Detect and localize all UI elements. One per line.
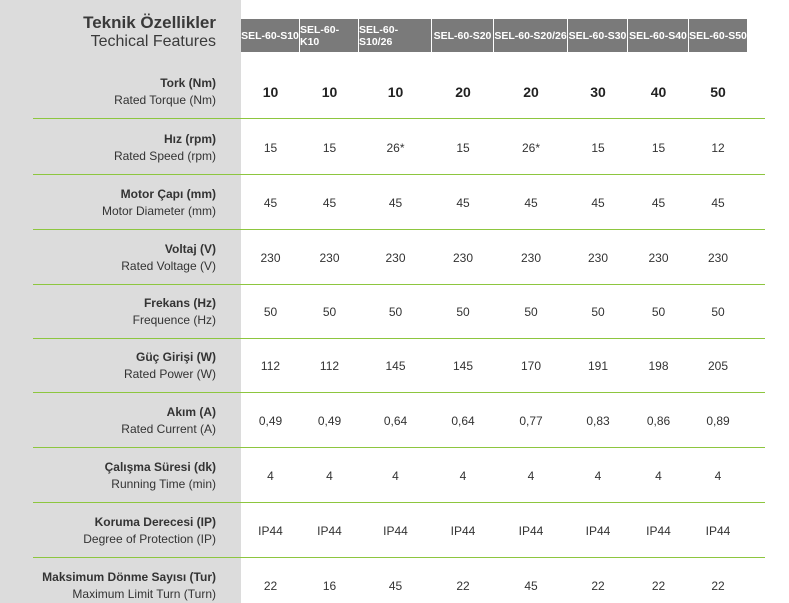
value-cell: 0,83 [586,413,610,428]
value-cell: 0,77 [519,413,543,428]
row-label-turkish: Çalışma Süresi (dk) [104,459,216,474]
spec-row [0,558,765,603]
value-cell: 4 [527,468,535,483]
model-header-cell: SEL-60-S50 [689,19,747,52]
row-label-english: Maximum Limit Turn (Turn) [72,586,216,601]
value-cell: IP44 [518,523,544,538]
row-label-turkish: Maksimum Dönme Sayısı (Tur) [42,569,216,584]
value-cell: 230 [319,250,340,265]
spec-row [0,64,765,119]
value-cell: 50 [456,304,470,319]
value-cell: IP44 [585,523,611,538]
row-values [241,448,765,503]
value-cell: 15 [651,140,666,155]
row-label [0,120,216,175]
value-cell: 45 [456,195,470,210]
value-cell: 15 [263,140,278,155]
spec-row [0,230,765,285]
model-header-cell: SEL-60-S10/26 [359,19,432,52]
row-label [0,393,216,448]
value-cell: 15 [322,140,337,155]
value-cell: 230 [587,250,609,265]
row-values [241,64,765,119]
value-cell: 145 [452,358,474,373]
row-label-english: Running Time (min) [111,476,216,491]
row-label-turkish: Tork (Nm) [160,75,216,90]
value-cell: IP44 [705,523,731,538]
value-cell: 45 [711,195,725,210]
model-header-cell: SEL-60-K10 [300,19,359,52]
value-cell: 230 [452,250,474,265]
value-cell: 4 [594,468,602,483]
value-cell: 50 [651,304,666,319]
value-cell: 50 [711,304,725,319]
value-cell: 45 [322,195,337,210]
row-label-english: Rated Torque (Nm) [114,92,216,107]
value-cell: 10 [387,83,404,100]
value-cell: 22 [651,578,666,593]
row-label-turkish: Hız (rpm) [164,131,216,146]
table-title [0,13,216,51]
value-cell: 30 [590,83,606,100]
value-cell: 15 [456,140,470,155]
spec-row [0,448,765,503]
row-label-english: Motor Diameter (mm) [101,203,216,218]
title-english: Techical Features [90,33,216,50]
value-cell: 4 [459,468,467,483]
value-cell: 45 [524,578,538,593]
value-cell: 112 [260,358,281,373]
value-cell: 0,49 [317,413,342,428]
row-values [241,393,765,448]
spec-row [0,338,765,393]
value-cell: 191 [587,358,609,373]
value-cell: IP44 [258,523,283,538]
row-values [241,120,765,175]
value-cell: 50 [591,304,605,319]
row-label-english: Rated Current (A) [121,421,216,436]
row-label [0,175,216,230]
value-cell: 12 [711,140,725,155]
row-label-turkish: Güç Girişi (W) [135,349,216,364]
value-cell: 22 [711,578,725,593]
row-label [0,64,216,119]
row-label [0,338,216,393]
value-cell: 230 [648,250,669,265]
value-cell: 50 [524,304,538,319]
value-cell: 10 [262,83,279,100]
row-label [0,284,216,339]
value-cell: 0,64 [383,413,408,428]
value-cell: 198 [648,358,669,373]
value-cell: IP44 [450,523,476,538]
value-cell: 170 [520,358,542,373]
row-label-turkish: Voltaj (V) [164,241,216,256]
value-cell: 45 [263,195,278,210]
value-cell: 22 [263,578,278,593]
value-cell: 50 [263,304,278,319]
value-cell: 4 [267,468,274,483]
value-cell: 22 [591,578,605,593]
value-cell: 40 [650,83,667,100]
value-cell: 50 [710,83,726,100]
row-label [0,558,216,603]
row-label [0,448,216,503]
value-cell: 145 [385,358,406,373]
row-label-turkish: Akım (A) [166,404,216,419]
value-cell: IP44 [646,523,671,538]
value-cell: 4 [326,468,333,483]
row-values [241,503,765,558]
value-cell: 45 [388,195,403,210]
value-cell: 0,89 [706,413,730,428]
model-header-cell: SEL-60-S20 [432,19,494,52]
model-header-cell: SEL-60-S20/26 [494,19,568,52]
value-cell: 26* [386,140,405,155]
row-values [241,175,765,230]
value-cell: 0,49 [258,413,283,428]
value-cell: 16 [322,578,337,593]
value-cell: 50 [322,304,337,319]
model-header-row [241,19,776,52]
value-cell: 26* [521,140,541,155]
row-label-english: Frequence (Hz) [132,312,216,327]
spec-row [0,120,765,175]
value-cell: 45 [591,195,605,210]
title-turkish: Teknik Özellikler [83,13,216,32]
value-cell: 10 [321,83,338,100]
model-header-cell: SEL-60-S40 [628,19,689,52]
row-values [241,338,765,393]
model-header-cell: SEL-60-S10 [241,19,300,52]
row-label-english: Rated Speed (rpm) [113,148,216,163]
value-cell: 230 [520,250,542,265]
value-cell: IP44 [383,523,408,538]
value-cell: 45 [651,195,666,210]
value-cell: 0,64 [451,413,475,428]
value-cell: 4 [714,468,722,483]
value-cell: 205 [707,358,729,373]
row-label [0,230,216,285]
value-cell: 45 [388,578,403,593]
value-cell: 4 [392,468,399,483]
row-label-english: Rated Voltage (V) [121,258,216,273]
row-values [241,284,765,339]
value-cell: 4 [655,468,662,483]
spec-row [0,175,765,230]
row-label-english: Degree of Protection (IP) [83,531,216,546]
value-cell: 22 [456,578,470,593]
value-cell: 112 [319,358,340,373]
value-cell: 50 [388,304,403,319]
value-cell: 0,86 [646,413,671,428]
model-header-cell: SEL-60-S30 [568,19,628,52]
row-values [241,558,765,603]
value-cell: 230 [707,250,729,265]
row-label-turkish: Motor Çapı (mm) [120,186,216,201]
spec-row [0,393,765,448]
value-cell: 20 [455,83,471,100]
value-cell: 45 [524,195,538,210]
value-cell: IP44 [317,523,342,538]
row-label [0,503,216,558]
row-label-turkish: Frekans (Hz) [143,295,216,310]
row-divider [33,118,765,119]
value-cell: 20 [523,83,539,100]
spec-row [0,503,765,558]
value-cell: 230 [385,250,406,265]
row-label-english: Rated Power (W) [123,366,216,381]
value-cell: 15 [591,140,605,155]
row-label-turkish: Koruma Derecesi (IP) [94,514,216,529]
value-cell: 230 [260,250,281,265]
row-values [241,230,765,285]
spec-row [0,284,765,339]
